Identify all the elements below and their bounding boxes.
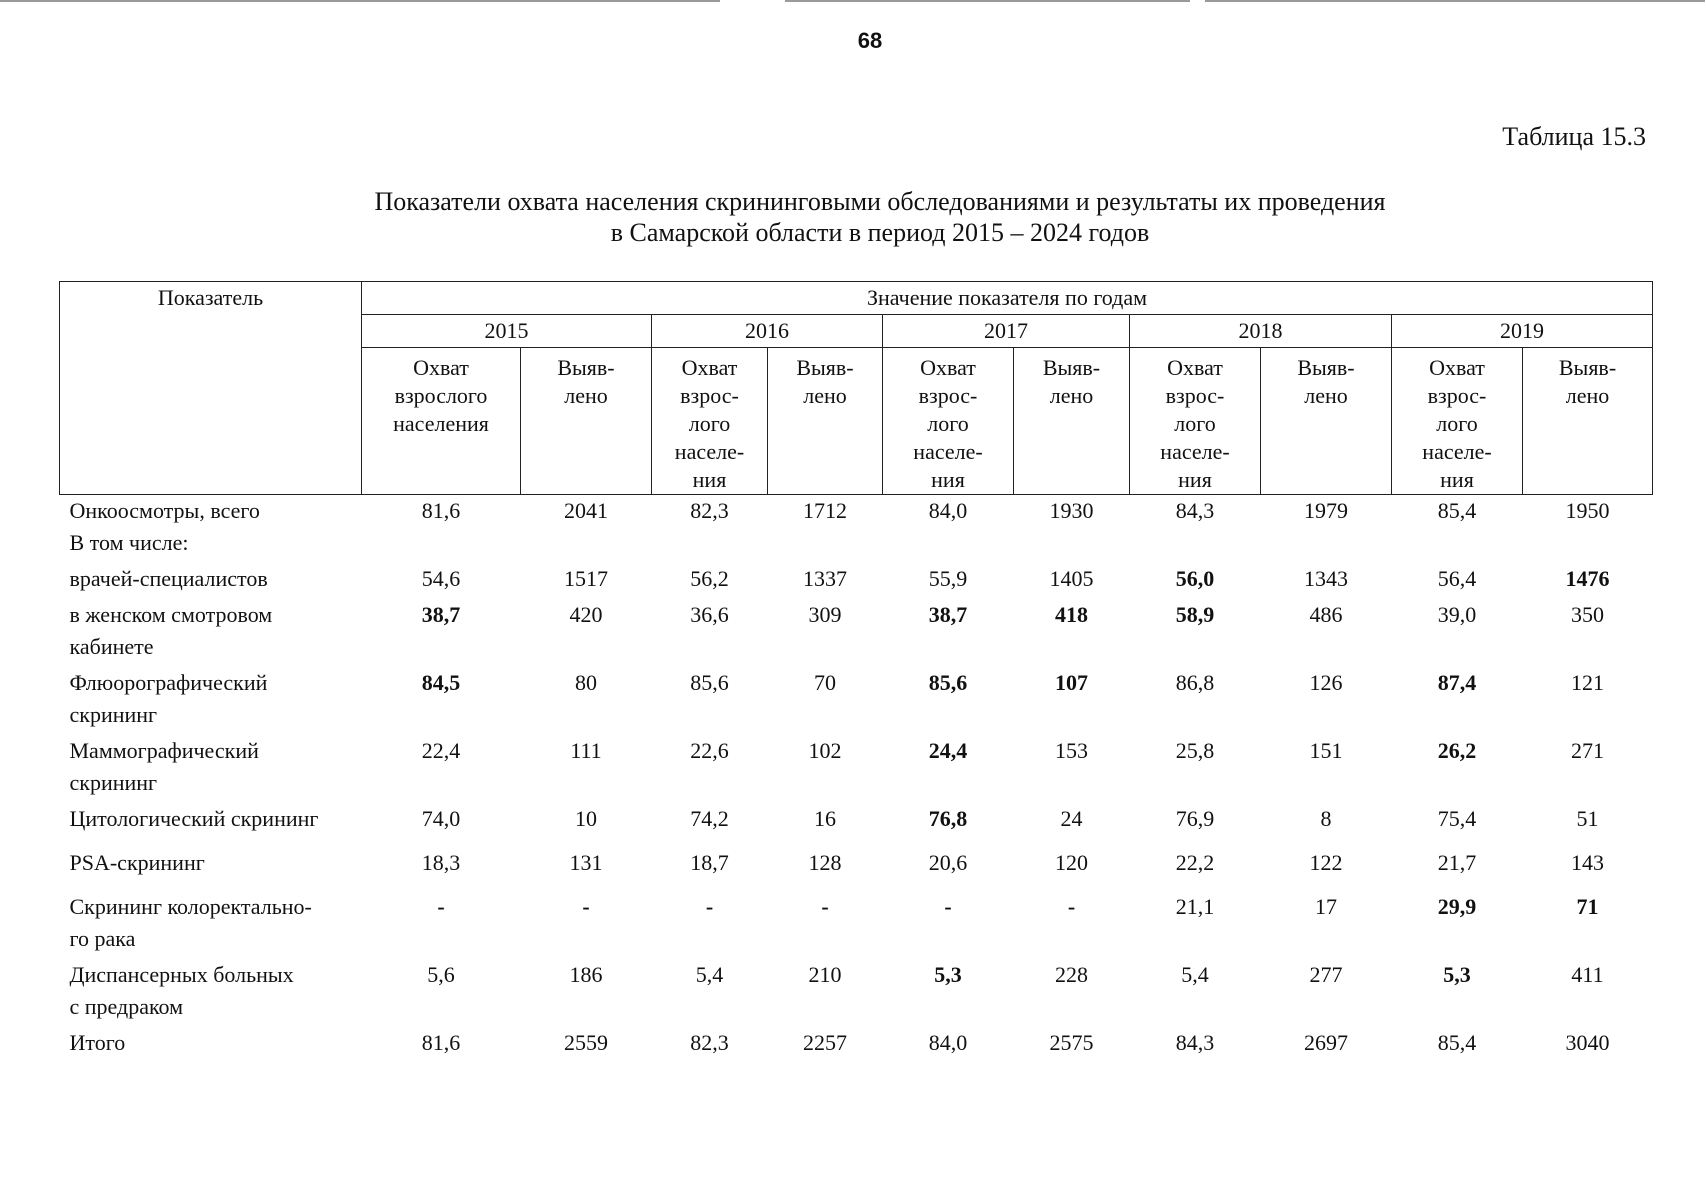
cell-coverage: 85,6 [928, 670, 968, 695]
cell-detected: 1950 [1565, 498, 1610, 523]
cell-detected: 2257 [803, 1030, 847, 1055]
cell-coverage: 85,4 [1437, 1030, 1477, 1055]
cell-detected: 418 [1055, 602, 1088, 627]
header-detected: Выяв- лено [1014, 348, 1130, 495]
header-year: 2015 [362, 315, 652, 348]
cell-coverage [883, 527, 1014, 559]
row-label: Флюорографический скрининг [69, 670, 268, 727]
table-row [60, 887, 1653, 955]
cell-coverage: 56,0 [1175, 566, 1215, 591]
cell-detected: 80 [575, 670, 597, 695]
cell-coverage: - [944, 894, 952, 919]
cell-detected: 111 [570, 738, 602, 763]
table-row [60, 663, 1653, 731]
cell-coverage: 21,7 [1437, 850, 1477, 875]
cell-detected: 1337 [803, 566, 847, 591]
cell-coverage: 38,7 [928, 602, 968, 627]
header-indicator: Показатель [60, 282, 362, 495]
cell-detected: 486 [1309, 602, 1343, 627]
header-coverage: Охват взрос- лого населе- ния [1130, 348, 1261, 495]
cell-detected: 309 [808, 602, 842, 627]
top-rule-middle [785, 0, 1190, 2]
row-label: Маммографический скрининг [69, 738, 259, 795]
cell-coverage: 86,8 [1175, 670, 1215, 695]
cell-coverage: 22,4 [421, 738, 461, 763]
row-label: Скрининг колоректально- го рака [69, 894, 312, 951]
cell-detected: 186 [569, 962, 603, 987]
cell-detected: 8 [1320, 806, 1332, 831]
cell-detected: 228 [1055, 962, 1088, 987]
cell-detected [1014, 527, 1130, 559]
cell-coverage: 81,6 [421, 1030, 461, 1055]
cell-coverage: 20,6 [928, 850, 968, 875]
cell-coverage: 18,7 [690, 850, 729, 875]
cell-detected: 2575 [1049, 1030, 1094, 1055]
cell-coverage: 56,2 [690, 566, 729, 591]
header-coverage: Охват взрос- лого населе- ния [1392, 348, 1523, 495]
cell-coverage: 84,0 [928, 1030, 968, 1055]
header-year: 2016 [652, 315, 883, 348]
top-rule-right [1205, 0, 1705, 2]
cell-coverage: 81,6 [421, 498, 461, 523]
cell-detected: 24 [1060, 806, 1083, 831]
cell-detected: 107 [1055, 670, 1088, 695]
cell-coverage: 84,3 [1175, 1030, 1215, 1055]
cell-detected [1523, 527, 1653, 559]
row-label: Цитологический скрининг [69, 806, 319, 831]
header-year: 2018 [1130, 315, 1392, 348]
header-coverage: Охват взрослого населения [362, 348, 521, 495]
cell-detected: 420 [569, 602, 603, 627]
header-coverage: Охват взрос- лого населе- ния [652, 348, 768, 495]
table-row [60, 1023, 1653, 1059]
cell-detected: 143 [1571, 850, 1604, 875]
cell-coverage: 25,8 [1175, 738, 1215, 763]
header-coverage: Охват взрос- лого населе- ния [883, 348, 1014, 495]
header-detected: Выяв- лено [1261, 348, 1392, 495]
cell-coverage: 82,3 [690, 1030, 729, 1055]
cell-detected: 1476 [1565, 566, 1610, 591]
cell-coverage: 55,9 [928, 566, 968, 591]
header-year: 2017 [883, 315, 1130, 348]
cell-detected [521, 527, 652, 559]
table-row [60, 955, 1653, 1023]
cell-detected: - [821, 894, 829, 919]
table-label: Таблица 15.3 [1502, 122, 1646, 151]
cell-coverage: 5,3 [1443, 962, 1471, 987]
cell-coverage: 58,9 [1175, 602, 1215, 627]
cell-detected: 3040 [1565, 1030, 1610, 1055]
cell-coverage: 26,2 [1437, 738, 1477, 763]
cell-detected: 1517 [564, 566, 608, 591]
cell-detected: 126 [1309, 670, 1343, 695]
cell-detected: - [582, 894, 590, 919]
table-title [280, 186, 1480, 248]
cell-coverage: 38,7 [421, 602, 461, 627]
table-title-line-2: в Самарской области в период 2015 – 2024 годов [610, 218, 1150, 247]
row-label: в женском смотровом кабинете [69, 602, 273, 659]
cell-coverage: 87,4 [1437, 670, 1477, 695]
cell-coverage [1392, 527, 1523, 559]
cell-coverage: 74,0 [421, 806, 461, 831]
table-row [60, 559, 1653, 595]
cell-coverage: 74,2 [690, 806, 729, 831]
cell-coverage: 18,3 [421, 850, 461, 875]
row-label: Диспансерных больных с предраком [69, 962, 294, 1019]
header-year: 2019 [1392, 315, 1653, 348]
table-body [60, 495, 1653, 1060]
row-label: врачей-специалистов [69, 566, 268, 591]
table-row [60, 731, 1653, 799]
cell-coverage: - [705, 894, 714, 919]
cell-detected: 411 [1571, 962, 1604, 987]
table-row [60, 843, 1653, 887]
cell-coverage [362, 527, 521, 559]
header-detected: Выяв- лено [1523, 348, 1653, 495]
top-rule-left [0, 0, 720, 2]
cell-coverage: 22,6 [690, 738, 729, 763]
cell-detected: 131 [569, 850, 603, 875]
cell-detected [1261, 527, 1392, 559]
cell-detected: 2041 [564, 498, 608, 523]
cell-coverage: 84,3 [1175, 498, 1215, 523]
cell-coverage: 22,2 [1175, 850, 1215, 875]
cell-detected: 16 [814, 806, 836, 831]
cell-coverage: 85,6 [690, 670, 729, 695]
cell-coverage: 5,4 [695, 962, 724, 987]
cell-detected: 51 [1576, 806, 1599, 831]
cell-detected: 102 [808, 738, 842, 763]
cell-coverage: 24,4 [928, 738, 968, 763]
cell-coverage: 56,4 [1437, 566, 1477, 591]
cell-detected: 1343 [1304, 566, 1348, 591]
header-detected: Выяв- лено [521, 348, 652, 495]
cell-coverage: 5,4 [1181, 962, 1209, 987]
header-detected: Выяв- лено [768, 348, 883, 495]
cell-detected: 70 [814, 670, 836, 695]
header-values-by-year: Значение показателя по годам [362, 282, 1653, 315]
cell-detected: 2559 [564, 1030, 608, 1055]
cell-detected: 1930 [1049, 498, 1094, 523]
cell-coverage: 54,6 [421, 566, 461, 591]
table-row [60, 527, 1653, 559]
cell-coverage: 5,6 [427, 962, 455, 987]
cell-coverage: 21,1 [1175, 894, 1215, 919]
cell-coverage: 82,3 [690, 498, 729, 523]
cell-coverage: 75,4 [1437, 806, 1477, 831]
cell-coverage: 39,0 [1437, 602, 1477, 627]
cell-detected: 122 [1309, 850, 1343, 875]
table-row [60, 495, 1653, 528]
cell-detected: - [1067, 894, 1076, 919]
cell-coverage: 85,4 [1437, 498, 1477, 523]
cell-coverage: 29,9 [1437, 894, 1477, 919]
cell-detected: 277 [1309, 962, 1343, 987]
cell-detected: 71 [1576, 894, 1599, 919]
cell-detected: 151 [1309, 738, 1343, 763]
cell-coverage: 84,5 [421, 670, 461, 695]
cell-detected: 210 [808, 962, 842, 987]
table-title-line-1: Показатели охвата населения скрининговыми обследованиями и результаты их проведения [374, 187, 1386, 216]
cell-coverage: 76,9 [1175, 806, 1215, 831]
row-label: Итого [69, 1030, 126, 1055]
screening-table [59, 281, 1653, 1059]
cell-detected: 350 [1571, 602, 1604, 627]
row-label: В том числе: [69, 530, 189, 555]
page-number: 68 [857, 28, 883, 53]
cell-detected [768, 527, 883, 559]
cell-coverage: - [437, 894, 445, 919]
table-row [60, 595, 1653, 663]
row-label: Онкоосмотры, всего [69, 498, 260, 523]
cell-detected: 271 [1571, 738, 1604, 763]
cell-coverage: 76,8 [928, 806, 968, 831]
cell-detected: 10 [575, 806, 597, 831]
cell-coverage: 36,6 [690, 602, 729, 627]
cell-detected: 1712 [803, 498, 847, 523]
cell-coverage: 5,3 [934, 962, 962, 987]
row-label: PSA-скрининг [69, 850, 205, 875]
cell-coverage [1130, 527, 1261, 559]
table-row [60, 799, 1653, 843]
cell-detected: 1405 [1049, 566, 1094, 591]
cell-detected: 153 [1055, 738, 1088, 763]
cell-detected: 128 [808, 850, 842, 875]
cell-coverage: 84,0 [928, 498, 968, 523]
cell-detected: 17 [1315, 894, 1337, 919]
cell-detected: 121 [1571, 670, 1604, 695]
cell-coverage [652, 527, 768, 559]
cell-detected: 2697 [1304, 1030, 1348, 1055]
cell-detected: 120 [1055, 850, 1088, 875]
cell-detected: 1979 [1304, 498, 1348, 523]
